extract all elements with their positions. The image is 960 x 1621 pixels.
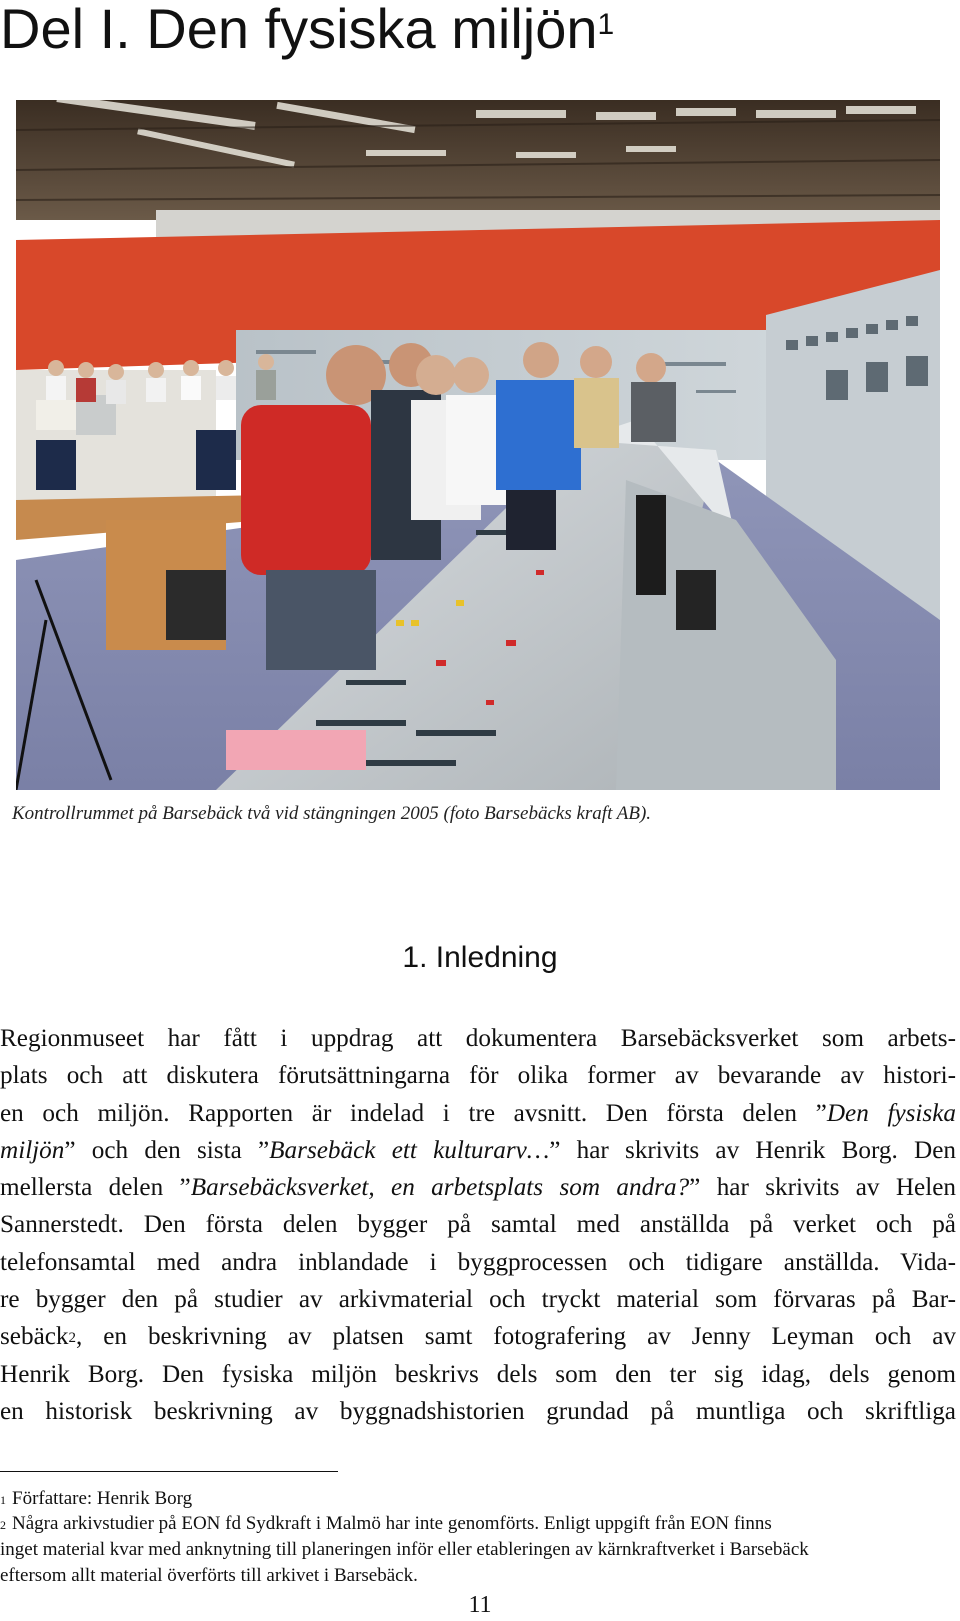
paragraph-text: sebäck bbox=[0, 1323, 69, 1351]
footnote-2-line bbox=[0, 1511, 950, 1537]
footnote-1 bbox=[0, 1486, 192, 1512]
footnote-2 bbox=[0, 1511, 950, 1589]
paragraph-text: ” har skrivits av Helen bbox=[689, 1174, 956, 1202]
footnote-divider bbox=[0, 1471, 338, 1472]
italic-title-den-fysiska: Den fysiska bbox=[826, 1099, 957, 1127]
paragraph-line bbox=[0, 1095, 956, 1132]
paragraph-text: ” och den sista ” bbox=[64, 1136, 270, 1164]
paragraph-line: Regionmuseet har fått i uppdrag att dokumentera Barsebäcksverket som arbets- bbox=[0, 1025, 956, 1052]
paragraph-line: plats och att diskutera förutsättningarna för olika former av bevarande av histori- bbox=[0, 1062, 956, 1090]
paragraph-line: en historisk beskrivning av byggnadshistorien grundad på muntliga och skriftliga bbox=[0, 1397, 956, 1425]
paragraph-line: Sannerstedt. Den första delen bygger på samtal med anställda på verket och på bbox=[0, 1211, 956, 1239]
section-heading: 1. Inledning bbox=[402, 941, 558, 974]
paragraph-line bbox=[0, 1318, 956, 1355]
italic-title-arbetsplats: Barsebäcksverket, en arbetsplats som andra? bbox=[190, 1174, 690, 1202]
paragraph-line bbox=[0, 1169, 956, 1206]
page-number: 11 bbox=[468, 1592, 492, 1618]
photo-caption: Kontrollrummet på Barsebäck två vid stängningen 2005 (foto Barsebäcks kraft AB). bbox=[12, 803, 652, 824]
paragraph-line: Henrik Borg. Den fysiska miljön beskrivs dels som den ter sig idag, dels genom bbox=[0, 1360, 956, 1388]
italic-title-kulturarv: Barsebäck ett kulturarv… bbox=[269, 1136, 550, 1164]
footnote-1-mark: 1 bbox=[0, 1493, 6, 1507]
footnote-ref-2: 2 bbox=[68, 1330, 77, 1347]
paragraph-text: ” har skrivits av Henrik Borg. Den bbox=[549, 1136, 956, 1164]
paragraph-text: mellersta delen ” bbox=[0, 1174, 191, 1202]
title-footnote-ref: 1 bbox=[597, 8, 615, 41]
footnote-2-line: inget material kvar med anknytning till planeringen inför eller etableringen av kärnkraftverket i Barsebäck bbox=[0, 1539, 809, 1560]
page-title bbox=[0, 0, 614, 64]
footnote-2-line: eftersom allt material överförts till arkivet i Barsebäck. bbox=[0, 1565, 418, 1586]
paragraph-text: , en beskrivning av platsen samt fotografering av Jenny Leyman och av bbox=[76, 1323, 956, 1351]
page-title-text: Del I. Den fysiska miljön bbox=[0, 0, 598, 60]
italic-title-miljon: miljön bbox=[0, 1136, 65, 1164]
footnote-2-text: Några arkivstudier på EON fd Sydkraft i Malmö har inte genomförts. Enligt uppgift från EON finns bbox=[12, 1513, 772, 1534]
paragraph-text: en och miljön. Rapporten är indelad i tre avsnitt. Den första delen ” bbox=[0, 1099, 827, 1127]
paragraph-line: telefonsamtal med andra inblandade i byggprocessen och tidigare anställda. Vida- bbox=[0, 1248, 956, 1276]
paragraph-line bbox=[0, 1132, 956, 1169]
control-room-photo bbox=[16, 100, 940, 790]
body-paragraph bbox=[0, 1020, 956, 1430]
paragraph-line: re bygger den på studier av arkivmaterial och tryckt material som förvaras på Bar- bbox=[0, 1286, 956, 1314]
footnote-2-mark: 2 bbox=[0, 1518, 6, 1532]
footnote-1-text: Författare: Henrik Borg bbox=[12, 1488, 193, 1509]
